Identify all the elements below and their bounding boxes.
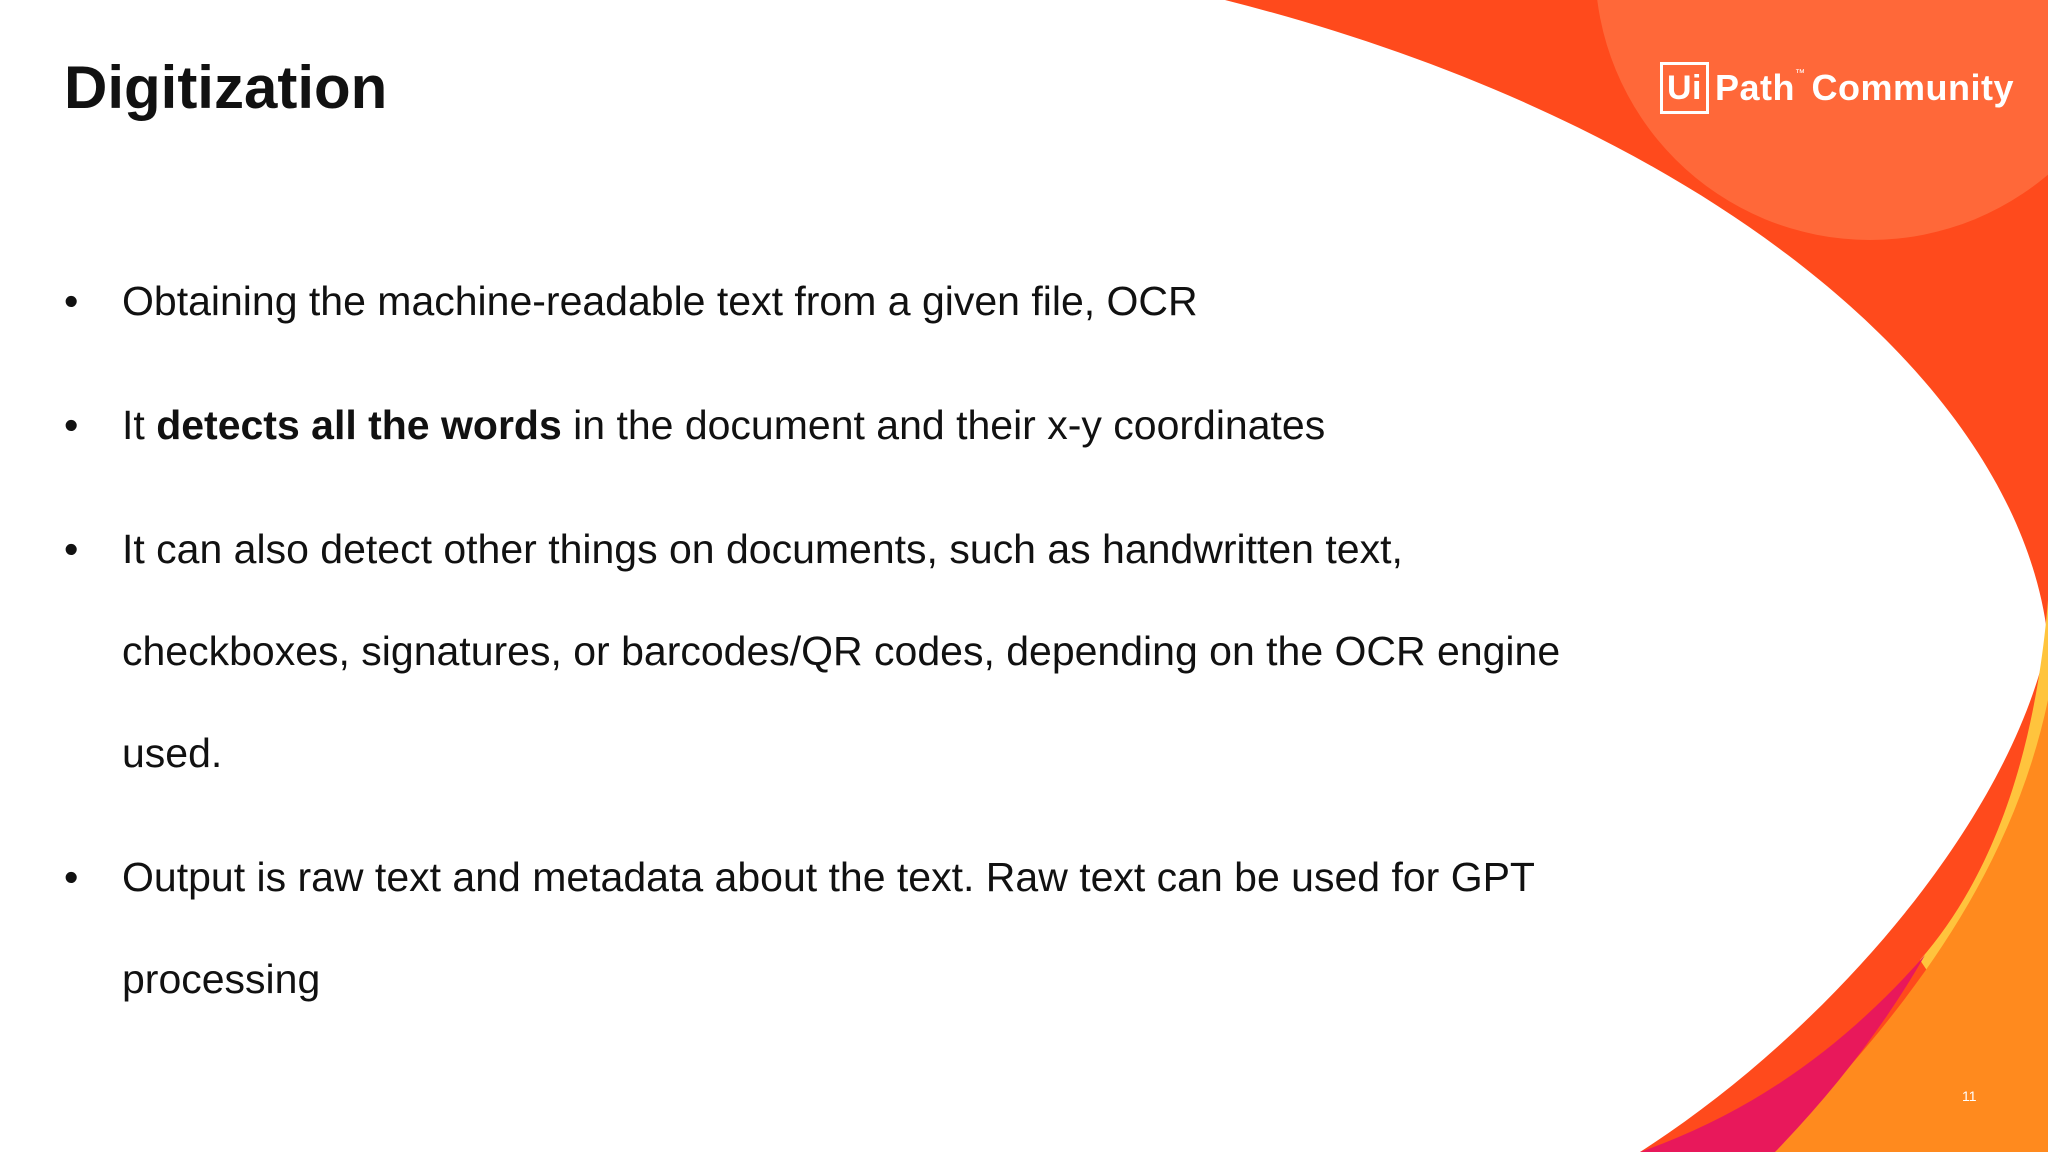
bullet-item xyxy=(64,826,1624,1030)
bullet-marker: • xyxy=(64,854,79,900)
bullet-text-bold: detects all the words xyxy=(156,402,562,448)
logo-trademark: ™ xyxy=(1795,68,1806,79)
bullet-text: Output is raw text and metadata about the text. Raw text can be used for GPT processing xyxy=(122,854,1535,1002)
bullet-marker: • xyxy=(64,526,79,572)
bullet-text: It can also detect other things on documents, such as handwritten text, checkboxes, signatures, or barcodes/QR codes, depending on the OCR engine used. xyxy=(122,526,1561,776)
bullet-text: Obtaining the machine-readable text from a given file, OCR xyxy=(122,278,1198,324)
bullet-item xyxy=(64,250,1624,352)
bullet-marker: • xyxy=(64,278,79,324)
page-number: 11 xyxy=(1962,1088,1977,1104)
logo-community-text: Community xyxy=(1811,67,2015,108)
uipath-community-logo xyxy=(1660,62,2014,114)
logo-path-text: Path xyxy=(1715,67,1796,108)
bullet-item xyxy=(64,498,1624,804)
slide-title: Digitization xyxy=(64,54,388,121)
bullet-marker: • xyxy=(64,402,79,448)
bullet-list xyxy=(64,250,1624,1052)
light-circle-shape xyxy=(1595,0,2048,240)
bullet-item xyxy=(64,374,1624,476)
bullet-text: It xyxy=(122,402,157,448)
logo-ui-box: Ui xyxy=(1660,62,1709,114)
bullet-text: in the document and their x-y coordinates xyxy=(561,402,1326,448)
